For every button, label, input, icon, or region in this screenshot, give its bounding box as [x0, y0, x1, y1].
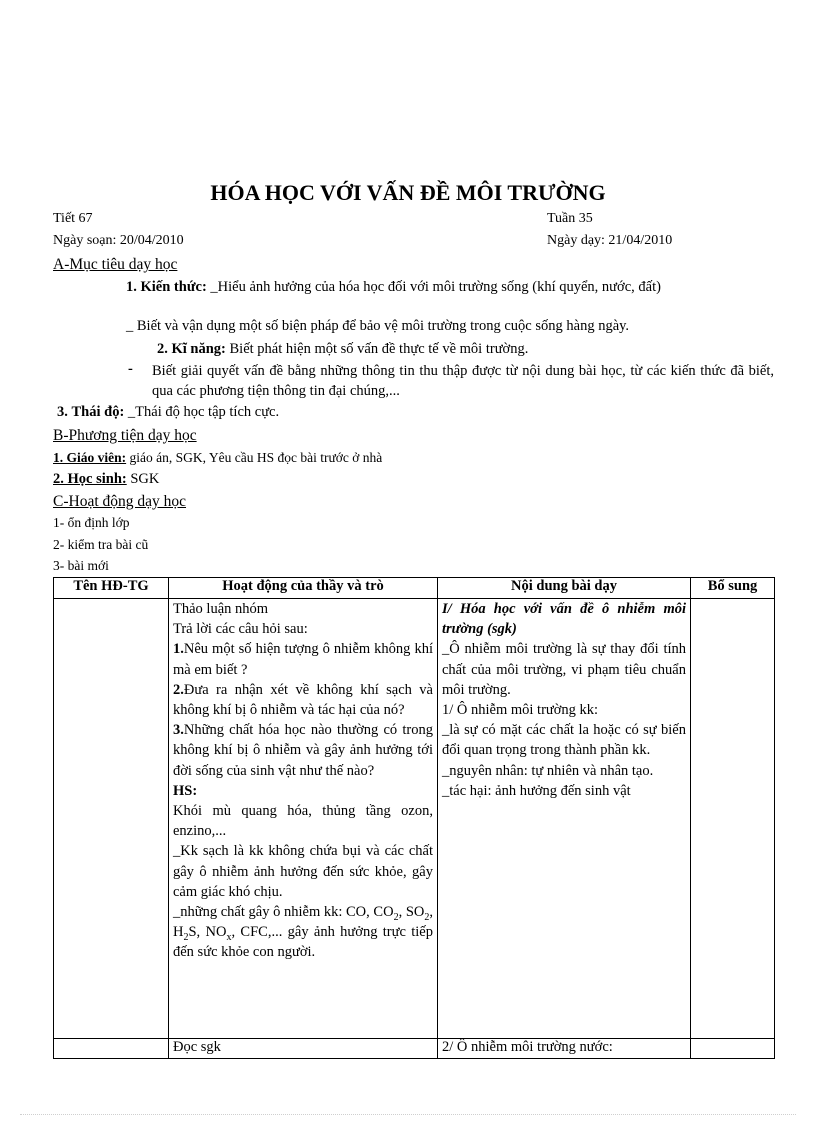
attitude-number: 3. — [57, 404, 68, 420]
cell-activity-time-2 — [54, 1039, 169, 1059]
student-text: SGK — [126, 471, 160, 487]
week-number: Tuần 35 — [547, 211, 593, 226]
cell-supplement — [691, 599, 775, 1039]
content-causes: _nguyên nhân: tự nhiên và nhân tạo. — [442, 762, 654, 779]
group-discussion: Thảo luận nhóm — [173, 601, 269, 617]
section-b-heading: B-Phương tiện dạy học — [53, 427, 197, 444]
knowledge-number: 1. — [126, 279, 137, 295]
skills-bullet-marker: - — [128, 361, 133, 377]
answer-2: _Kk sạch là kk không chứa bụi và các chất gây ô nhiễm ảnh hưởng đến sức khỏe, gây cảm giác khó chịu. — [173, 843, 433, 900]
teach-date: Ngày dạy: 21/04/2010 — [547, 233, 673, 248]
lesson-table — [53, 577, 775, 1059]
table-header-row — [54, 578, 775, 599]
cell-activity-time — [54, 599, 169, 1039]
answer-1: Khói mù quang hóa, thủng tầng ozon, enzino,... — [173, 803, 433, 840]
question-1: 1.Nêu một số hiện tượng ô nhiễm không khí mà em biết ? — [173, 641, 433, 678]
skills-text: Biết phát hiện một số vấn đề thực tế về môi trường. — [225, 341, 529, 357]
section-c-heading: C-Hoạt động dạy học — [53, 493, 187, 510]
table-row — [54, 1039, 775, 1059]
content-heading: I/ Hóa học với vấn đề ô nhiễm môi trường (sgk) — [442, 601, 686, 638]
step-1: 1- ổn định lớp — [53, 515, 130, 530]
knowledge-label: Kiến thức: — [140, 279, 207, 295]
teacher-text: giáo án, SGK, Yêu cầu HS đọc bài trước ở nhà — [126, 450, 383, 465]
knowledge-item — [126, 277, 774, 297]
knowledge-text-2: _ Biết và vận dụng một số biện pháp để bảo vệ môi trường trong cuộc sống hàng ngày. — [126, 318, 630, 334]
header-lesson-content: Nội dung bài dạy — [438, 578, 691, 599]
cell-lesson-content — [438, 599, 691, 1039]
attitude-item — [57, 404, 279, 421]
lesson-number: Tiết 67 — [53, 211, 93, 226]
question-3: 3.Những chất hóa học nào thường có trong không khí bị ô nhiễm và gây ảnh hưởng tới đời sống của sinh vật như thế nào? — [173, 722, 433, 779]
content-air-definition: _là sự có mặt các chất la hoặc có sự biến đổi quan trọng trong thành phần kk. — [442, 722, 686, 759]
content-effects: _tác hại: ảnh hưởng đến sinh vật — [442, 782, 631, 799]
cell-teacher-student — [169, 599, 438, 1039]
step-3: 3- bài mới — [53, 558, 109, 573]
header-activity-time: Tên HĐ-TG — [54, 578, 169, 599]
cell-water-pollution: 2/ Ô nhiễm môi trường nước: — [438, 1039, 691, 1059]
page-title: HÓA HỌC VỚI VẤN ĐỀ MÔI TRƯỜNG — [210, 180, 606, 205]
skills-label: Kĩ năng: — [171, 341, 226, 357]
question-2: 2.Đưa ra nhận xét về không khí sạch và không khí bị ô nhiễm và tác hại của nó? — [173, 681, 433, 719]
attitude-label: Thái độ: — [71, 404, 125, 420]
header-teacher-student: Hoạt động của thầy và trò — [169, 578, 438, 599]
skills-item — [157, 341, 528, 358]
cell-supplement-2 — [691, 1039, 775, 1059]
skills-number: 2. — [157, 341, 168, 357]
student-label: 2. Học sinh: — [53, 471, 127, 487]
answer-3: _những chất gây ô nhiễm kk: CO, $CO_2$, $SO_2$, $H_2S$, $NO_x$, CFC,... gây ảnh hưởng trực tiếp đến sức khỏe con người. — [173, 904, 433, 961]
header-supplement: Bổ sung — [691, 578, 775, 599]
answer-questions: Trả lời các câu hỏi sau: — [173, 621, 308, 638]
student-answers-label: HS: — [173, 782, 198, 799]
cell-read-sgk: Đọc sgk — [169, 1039, 438, 1059]
content-air-pollution: 1/ Ô nhiễm môi trường kk: — [442, 702, 599, 719]
knowledge-text: _Hiểu ảnh hưởng của hóa học đối với môi trường sống (khí quyển, nước, đất) — [206, 279, 661, 295]
content-definition: _Ô nhiễm môi trường là sự thay đổi tính chất của môi trường, vi phạm tiêu chuẩn môi trường. — [442, 641, 686, 698]
table-row — [54, 599, 775, 1039]
teacher-line — [53, 450, 382, 466]
prep-date: Ngày soạn: 20/04/2010 — [53, 233, 184, 248]
section-a-heading: A-Mục tiêu dạy học — [53, 256, 178, 273]
teacher-label: 1. Giáo viên: — [53, 450, 127, 465]
student-line — [53, 471, 159, 488]
page-bottom-divider — [20, 1114, 796, 1115]
attitude-text: _Thái độ học tập tích cực. — [124, 404, 280, 420]
step-2: 2- kiểm tra bài cũ — [53, 537, 149, 552]
skills-bullet-text: Biết giải quyết vấn đề bằng những thông tin thu thập được từ nội dung bài học, từ các kiến thức đã biết, qua các phương tiện thông tin đại chúng,... — [152, 363, 774, 399]
